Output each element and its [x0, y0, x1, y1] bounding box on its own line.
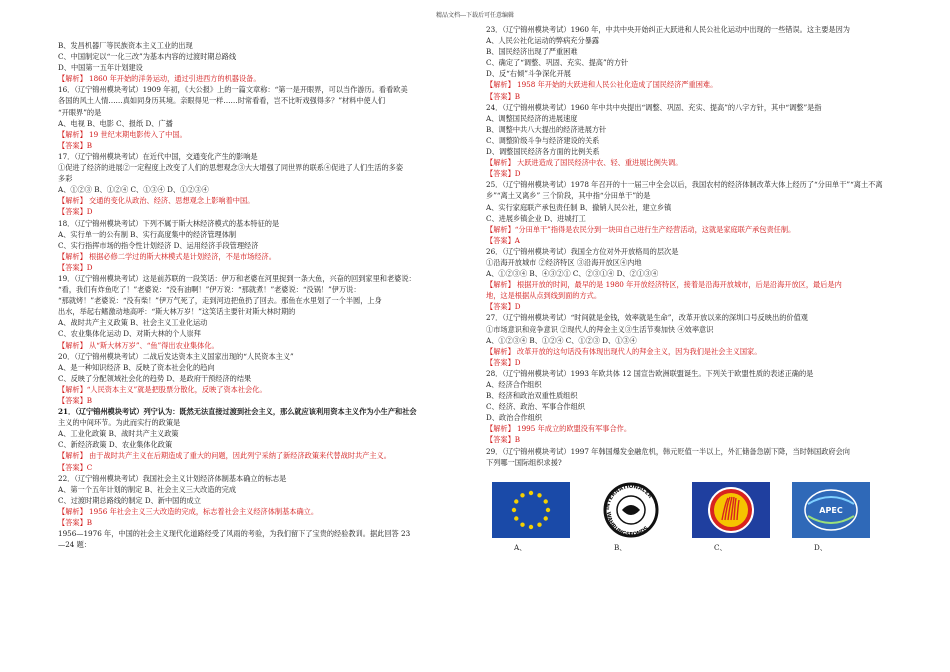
- question-line: B、经济和政治双重性质组织: [486, 391, 578, 401]
- question-line: 29．（辽宁锦州模块考试）1997 年韩国爆发金融危机，韩元贬值一半以上，外汇储备急剧下降，当时韩国政府会向: [486, 446, 850, 456]
- answer-line: 【答案】D: [486, 169, 521, 179]
- answer-line: 【解析】 大跃进造成了国民经济中农、轻、重进展比例失调。: [486, 158, 683, 168]
- eu-stars-icon: [492, 482, 570, 538]
- question-line: A、实行家庭联产承包责任制 B、撤销人民公社，建立乡镇: [486, 202, 672, 212]
- eu-star-icon: [544, 499, 548, 503]
- question-line: A、第一个五年计划的制定 B、社会主义三大改造的完成: [58, 484, 237, 494]
- question-line: A、经济合作组织: [486, 380, 542, 389]
- question-line: 1956—1976 年，中国的社会主义现代化道路经受了风雨的考验，为我们留下了宝贵的经验教训。据此回答 23: [58, 529, 411, 539]
- question-line: A、实行单一的公有制 B、实行高度集中的经济管理体制: [58, 229, 237, 239]
- question-line: A、电视 B、电影 C、报纸 D、广播: [58, 118, 173, 128]
- question-line: 20．（辽宁锦州模块考试）二战后发达资本主义国家出现的“人民资本主义”: [58, 351, 294, 361]
- question-line: A、战时共产主义政策 B、社会主义工业化运动: [58, 318, 208, 328]
- question-line: A、调整国民经济的进展速度: [486, 113, 578, 123]
- q29-options: [486, 542, 896, 553]
- asean-logo-image: [692, 482, 770, 538]
- question-line: C、过渡时期总路线的制定 D、新中国的成立: [58, 495, 201, 505]
- imf-text-top: INTERNATIONALER: [604, 483, 654, 510]
- page-header: 精品文档---下载后可任意编辑: [435, 12, 515, 19]
- eu-star-icon: [512, 508, 516, 512]
- apec-logo-image: [792, 482, 870, 538]
- imf-text-bottom: WAHRUNGSFONDS: [604, 511, 650, 538]
- question-line: 19．（辽宁锦州模块考试）这是前苏联的一段笑话：伊万和老婆在河里捉到一条大鱼，兴奋的回到家里和老婆说：: [58, 273, 416, 283]
- answer-line: 【答案】B: [58, 140, 93, 150]
- question-line: “开眼界”的是: [58, 107, 102, 117]
- q29-option-b: B、: [614, 542, 627, 552]
- question-line: 下列哪一国际组织求援?: [486, 457, 562, 467]
- question-line: A、①②③④ B、①②④ C、①②③ D、①③④: [486, 335, 637, 345]
- question-line: ①促进了经济的进展②一定程度上改变了人们的思想观念③大大增强了同世界的联系④促进了人们生活的多姿: [58, 163, 404, 173]
- question-line: C、实行指挥市场的指令性计划经济 D、运用经济手段管理经济: [58, 240, 259, 250]
- answer-line: 【解析】 1956 年社会主义三大改造的完成，标志着社会主义经济体制基本确立。: [58, 506, 319, 516]
- question-line: A、①②③ B、①②④ C、①③④ D、①②③④: [58, 185, 209, 195]
- answer-line: 【答案】D: [486, 357, 521, 367]
- question-line: A、是一种知识经济 B、反映了资本社会化的趋向: [58, 362, 215, 372]
- answer-line: 地，这是根据从点到线到面的方式。: [486, 291, 602, 301]
- question-line: —24 题：: [58, 540, 91, 550]
- question-line: C、进展乡镇企业 D、进城打工: [486, 213, 586, 223]
- answer-line: 【答案】A: [486, 235, 520, 245]
- answer-line: 【解析】 从“斯大林万岁”、“鱼”得出农业集体化。: [58, 340, 219, 350]
- eu-star-icon: [529, 525, 533, 529]
- question-line: 各国的风土人情……真如同身历其境。亲眼得见一样……时常看看，岂不比听戏强得多？”材料中使人们: [58, 96, 386, 106]
- answer-line: 【解析】 改革开放的这句话没有体现出现代人的拜金主义，因为我们是社会主义国家。: [486, 346, 762, 356]
- question-line: ①市场意识和竞争意识 ②现代人的拜金主义③生活节奏加快 ④效率意识: [486, 324, 714, 334]
- imf-logo-image: [592, 482, 670, 538]
- question-line: B、发昌机器厂等民族资本主义工业的出现: [58, 41, 193, 50]
- question-line: B、调整中共八大提出的经济进展方针: [486, 124, 607, 134]
- eu-star-icon: [546, 508, 550, 512]
- question-line: 18．（辽宁锦州模块考试）下列不属于斯大林经济模式的基本特征的是: [58, 218, 280, 228]
- answer-line: 【解析】 1995 年成立的欧盟没有军事合作。: [486, 424, 632, 434]
- question-line: 出水，举起右鳍激动地高呼：“斯大林万岁！”这笑话主要针对斯大林时期的: [58, 307, 296, 317]
- answer-line: 【答案】D: [486, 302, 521, 312]
- question-line: D、政治合作组织: [486, 413, 543, 423]
- question-line: B、国民经济出现了严重困难: [486, 47, 578, 57]
- question-line: D、中国第一五年计划建设: [58, 63, 143, 73]
- question-line: 22．（辽宁锦州模块考试）我国社会主义计划经济体制基本确立的标志是: [58, 473, 287, 483]
- answer-line: 【答案】B: [486, 435, 521, 445]
- question-line: C、确定了“调整、巩固、充实、提高”的方针: [486, 58, 629, 68]
- question-line: C、调整阶级斗争与经济建设的关系: [486, 135, 600, 145]
- question-line: 16．（辽宁锦州模块考试）1909 年初，《大公报》上的一篇文章称：“第一是开眼界，可以当作游历。看看欧美: [58, 85, 408, 95]
- eu-star-icon: [544, 516, 548, 520]
- eu-star-icon: [514, 516, 518, 520]
- question-line: “看，我们有炸鱼吃了！”老婆说：“没有油啊！”伊万说：“那就煮！”老婆说：“没锅！”伊万说：: [58, 285, 361, 295]
- question-line: 21．（辽宁锦州模块考试）列宁认为：既然无法直接过渡到社会主义，那么就应该利用资本主义作为小生产和社会: [58, 407, 417, 417]
- question-line: “那就烤！”老婆说：“没有柴！”伊万气死了，走到河边把鱼扔了回去。那鱼在水里划了一个半圆，上身: [58, 296, 382, 306]
- eu-star-icon: [520, 493, 524, 497]
- question-line: 25．（辽宁锦州模块考试）1978 年召开的十一届三中全会以后，我国农村的经济体制改革大体上经历了“分田单干”“离土不离: [486, 180, 883, 190]
- answer-line: 【解析】 由于战时共产主义在后期造成了重大的问题，因此列宁采纳了新经济政策来代替战时共产主义。: [58, 451, 391, 461]
- question-line: A、工业化政策 B、战时共产主义政策: [58, 429, 179, 439]
- q29-logos: [486, 482, 896, 538]
- answer-line: 【解析】 交通的变化从政治、经济、思想观念上影响着中国。: [58, 196, 255, 206]
- eu-star-icon: [520, 522, 524, 526]
- answer-line: 【解析】 1958 年开始的大跃进和人民公社化造成了国民经济严重困难。: [486, 80, 718, 90]
- question-line: C、农业集体化运动 D、对斯大林的个人崇拜: [58, 329, 201, 339]
- eu-flag-image: [492, 482, 570, 538]
- question-line: A、①②③④ B、④③②① C、②③①④ D、②①③④: [486, 269, 659, 279]
- question-line: 24．（辽宁锦州模块考试）1960 年中共中央提出“调整、巩固、充实、提高”的八字方针，其中“调整”是指: [486, 102, 822, 112]
- eu-star-icon: [537, 522, 541, 526]
- answer-line: 【答案】C: [58, 462, 93, 472]
- question-line: C、反映了分配领域社会化的趋势 D、是政府干预经济的结果: [58, 373, 252, 383]
- answer-line: 【答案】D: [58, 207, 93, 217]
- eu-star-icon: [537, 493, 541, 497]
- answer-line: 【答案】B: [58, 518, 93, 528]
- answer-line: 【答案】B: [58, 396, 93, 405]
- answer-line: 【解析】 1860 年开始的洋务运动，通过引进西方的机器设备。: [58, 74, 261, 84]
- answer-line: 【解析】“分田单干”指得是农民分到一块田自己进行生产经营活动，这就是家庭联产承包责任制。: [486, 224, 796, 234]
- question-line: 27．（辽宁锦州模块考试）“时间就是金钱，效率就是生命”，改革开放以来的深圳口号反映出的价值观: [486, 313, 808, 323]
- answer-line: 【解析】“人民资本主义”就是把股票分散化，反映了资本社会化。: [58, 384, 267, 394]
- question-line: 多彩: [58, 174, 73, 184]
- question-line: ①沿海开放城市 ②经济特区 ③沿海开放区④内地: [486, 257, 642, 267]
- question-line: 26．（辽宁锦州模块考试）我国全方位对外开放格局的层次是: [486, 246, 679, 256]
- apec-text: APEC: [819, 505, 843, 515]
- answer-line: 【解析】 根据必修二学过的斯大林模式是计划经济，不是市场经济。: [58, 251, 276, 261]
- q29-option-d: D、: [814, 542, 827, 552]
- question-line: 23．（辽宁锦州模块考试）1960 年，中共中央开始纠正大跃进和人民公社化运动中出现的一些错误。这主要是因为: [486, 25, 850, 34]
- eu-star-icon: [514, 499, 518, 503]
- right-column: [486, 24, 896, 553]
- answer-line: 【解析】 根据开放的时间，最早的是 1980 年开放经济特区，接着是沿海开放城市，后是沿海开放区，最后是内: [486, 280, 842, 290]
- question-line: C、新经济政策 D、农业集体化政策: [58, 440, 173, 450]
- question-line: 主义的中间环节。为此而实行的政策是: [58, 418, 181, 428]
- answer-line: 【答案】D: [58, 262, 93, 272]
- q29-option-c: C、: [714, 542, 727, 552]
- question-line: C、经济、政治、军事合作组织: [486, 402, 585, 412]
- question-line: 28．（辽宁锦州模块考试）1993 年欧共体 12 国宣告欧洲联盟诞生。下列关于欧盟性质的表述正确的是: [486, 368, 814, 378]
- answer-line: 【答案】B: [486, 91, 521, 101]
- question-line: D、调整国民经济各方面的比例关系: [486, 147, 600, 157]
- answer-line: 【解析】 19 世纪末期电影传入了中国。: [58, 129, 187, 139]
- q29-option-a: A、: [514, 542, 527, 552]
- question-line: 17．（辽宁锦州模块考试）在近代中国，交通变化产生的影响是: [58, 151, 258, 161]
- left-column: [58, 40, 462, 550]
- question-line: C、中国制定以“一化三改”为基本内容的过渡时期总路线: [58, 52, 237, 62]
- question-line: A、人民公社化运动的弊病充分暴露: [486, 36, 600, 46]
- question-line: D、反“右倾”斗争深化开展: [486, 69, 571, 79]
- question-line: 乡”“离土又离乡” 三个阶段，其中指“分田单干”的是: [486, 191, 651, 201]
- eu-star-icon: [529, 491, 533, 495]
